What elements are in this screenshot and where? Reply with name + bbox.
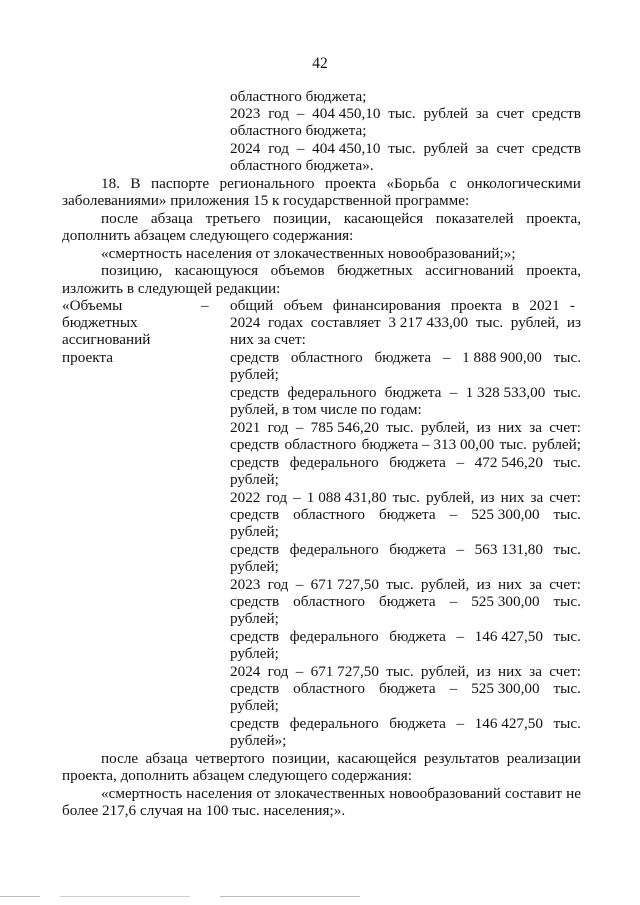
- word: годах: [268, 314, 304, 331]
- text-line: рублей;: [230, 471, 279, 488]
- word: бюджетных: [337, 262, 413, 279]
- word: из: [476, 663, 491, 680]
- text-line: более 217,6 случая на 100 тыс. населения;».: [62, 802, 346, 819]
- word: тыс.: [553, 349, 581, 366]
- text-line: [101, 750, 581, 768]
- word: злокачественных: [274, 785, 386, 802]
- word: тыс.: [386, 663, 414, 680]
- position-label: бюджетных: [62, 314, 138, 331]
- word: из: [476, 419, 491, 436]
- word: средств: [230, 506, 280, 523]
- word: проекта,: [526, 262, 581, 279]
- word: областного: [293, 593, 365, 610]
- paragraph-item-18: [101, 175, 581, 193]
- word: –: [442, 349, 451, 366]
- word: средств: [230, 384, 280, 401]
- text-line: рублей;: [230, 645, 279, 662]
- word: –: [293, 489, 301, 506]
- text-line: [230, 715, 581, 733]
- word: областного: [290, 349, 363, 366]
- word: 2024: [230, 314, 261, 331]
- word: результатов: [423, 750, 500, 767]
- text-line: [230, 593, 581, 611]
- word: рублей: [423, 105, 469, 122]
- word: средств: [230, 436, 280, 453]
- word: составляет: [310, 314, 381, 331]
- word: 525 300,00: [471, 680, 540, 697]
- word: из: [566, 314, 581, 331]
- text-line: [230, 297, 575, 315]
- word: 404 450,10: [312, 140, 381, 157]
- word: тыс.: [553, 680, 581, 697]
- word: 563 131,80: [474, 541, 543, 558]
- word: тыс.: [553, 541, 581, 558]
- word: –: [449, 680, 458, 697]
- word: средств: [230, 454, 280, 471]
- word: –: [449, 593, 458, 610]
- text-line: [230, 628, 581, 646]
- word: год: [267, 419, 289, 436]
- word: них: [498, 419, 522, 436]
- word: 2021: [529, 297, 560, 314]
- text-line: рублей, в том числе по годам:: [230, 401, 422, 418]
- text-line: [230, 541, 581, 559]
- word: тыс.: [553, 628, 581, 645]
- word: за: [529, 419, 542, 436]
- word: бюджета: [389, 715, 446, 732]
- word: бюджета: [389, 541, 446, 558]
- word: бюджета: [378, 593, 436, 610]
- word: составит: [505, 785, 562, 802]
- word: с: [449, 175, 457, 192]
- word: «смертность: [101, 785, 183, 802]
- word: паспорте: [151, 175, 210, 192]
- word: счет: [496, 105, 524, 122]
- word: «Борьба: [386, 175, 440, 192]
- word: объемов: [270, 262, 325, 279]
- text-line: [230, 105, 581, 123]
- text-line: рублей;: [230, 523, 279, 540]
- word: за: [475, 105, 489, 122]
- word: тыс.: [392, 489, 420, 506]
- word: касающуюся: [174, 262, 259, 279]
- word: касающейся: [337, 750, 417, 767]
- word: позиции,: [272, 750, 331, 767]
- text-line: рублей»;: [230, 732, 287, 749]
- text-line: [230, 454, 581, 472]
- word: рублей,: [420, 663, 470, 680]
- word: позиции,: [273, 210, 332, 227]
- word: рублей: [423, 140, 469, 157]
- year-2021-line: [230, 419, 581, 437]
- text-line: областного бюджета;: [230, 122, 367, 139]
- word: бюджета – 313 00,00: [361, 436, 495, 453]
- word: год: [268, 140, 289, 157]
- text-line: рублей;: [230, 366, 279, 383]
- word: 1 088 431,80: [306, 489, 387, 506]
- word: средств: [531, 105, 581, 122]
- word: ассигнований: [425, 262, 514, 279]
- word: онкологическими: [466, 175, 581, 192]
- word: счет:: [549, 663, 581, 680]
- word: рублей,: [420, 576, 470, 593]
- word: регионального: [219, 175, 315, 192]
- word: –: [295, 419, 304, 436]
- word: счет:: [549, 576, 581, 593]
- word: 525 300,00: [471, 593, 540, 610]
- word: –: [456, 541, 465, 558]
- word: средств: [531, 140, 581, 157]
- word: от: [256, 785, 271, 802]
- text-line: проекта, дополнить абзацем следующего содержания:: [62, 767, 412, 784]
- word: областного: [293, 680, 365, 697]
- word: реализации: [506, 750, 581, 767]
- word: проекта: [324, 175, 376, 192]
- word: 2024: [230, 140, 261, 157]
- word: 18.: [101, 175, 120, 192]
- word: рублей,: [425, 489, 475, 506]
- word: бюджета: [384, 384, 442, 401]
- word: за: [529, 663, 542, 680]
- word: проекта: [450, 297, 502, 314]
- word: 2023: [230, 105, 261, 122]
- word: после: [101, 750, 139, 767]
- page-number: 42: [312, 55, 328, 72]
- word: счет: [496, 140, 524, 157]
- word: показателей: [435, 210, 514, 227]
- word: 146 427,50: [474, 628, 543, 645]
- text-line: [230, 384, 581, 402]
- word: федерального: [289, 541, 379, 558]
- word: средств: [230, 541, 280, 558]
- word: счет:: [549, 489, 581, 506]
- word: населения: [186, 785, 253, 802]
- word: бюджета: [378, 506, 436, 523]
- text-line: рублей;: [230, 697, 279, 714]
- word: рублей,: [420, 419, 470, 436]
- word: средств: [230, 680, 280, 697]
- word: тыс.: [553, 506, 581, 523]
- word: 671 727,50: [310, 576, 379, 593]
- word: бюджета: [389, 628, 446, 645]
- word: тыс.: [553, 454, 581, 471]
- word: из: [480, 489, 495, 506]
- text-line: [101, 785, 581, 803]
- word: бюджета: [374, 349, 432, 366]
- word: –: [456, 454, 465, 471]
- word: год: [268, 105, 289, 122]
- word: тыс.: [499, 436, 527, 453]
- word: тыс.: [386, 419, 414, 436]
- scan-bottom-edge: [0, 896, 640, 897]
- text-line: рублей;: [230, 610, 279, 627]
- position-dash: –: [201, 297, 209, 314]
- word: –: [456, 715, 465, 732]
- text-line: областного бюджета;: [230, 88, 367, 105]
- word: рублей;: [532, 436, 581, 453]
- word: средств: [230, 593, 280, 610]
- text-line: них за счет:: [230, 331, 306, 348]
- word: тыс.: [388, 140, 416, 157]
- word: средств: [230, 349, 280, 366]
- word: –: [296, 105, 305, 122]
- word: –: [449, 384, 458, 401]
- text-line: рублей;: [230, 558, 279, 575]
- word: финансирования: [332, 297, 441, 314]
- word: средств: [230, 715, 280, 732]
- year-2023-line: [230, 576, 581, 594]
- word: за: [530, 489, 544, 506]
- word: тыс.: [553, 593, 581, 610]
- word: них: [500, 489, 525, 506]
- word: федерального: [289, 628, 379, 645]
- word: федерального: [289, 454, 379, 471]
- text-line: [230, 140, 581, 158]
- word: проекта,: [526, 210, 581, 227]
- word: тыс.: [475, 314, 504, 331]
- word: позицию,: [101, 262, 163, 279]
- text-line: [230, 506, 581, 524]
- word: третьего: [205, 210, 261, 227]
- text-line: [230, 314, 581, 332]
- word: В: [130, 175, 141, 192]
- text-line: [101, 262, 581, 280]
- word: 2023: [230, 576, 261, 593]
- word: них: [498, 576, 522, 593]
- word: за: [475, 140, 489, 157]
- word: 2022: [230, 489, 261, 506]
- word: -: [569, 297, 575, 314]
- word: касающейся: [343, 210, 424, 227]
- word: 3 217 433,00: [388, 314, 469, 331]
- word: 671 727,50: [310, 663, 379, 680]
- position-label: «Объемы: [62, 297, 123, 314]
- word: счет:: [549, 419, 581, 436]
- text-line: «смертность населения от злокачественных новообразований;»;: [101, 245, 516, 262]
- word: тыс.: [553, 715, 581, 732]
- word: бюджета: [378, 680, 436, 697]
- word: из: [476, 576, 491, 593]
- word: 1 888 900,00: [462, 349, 542, 366]
- word: тыс.: [386, 576, 414, 593]
- word: новообразований: [389, 785, 501, 802]
- word: –: [296, 140, 305, 157]
- word: не: [566, 785, 581, 802]
- word: –: [456, 628, 465, 645]
- word: –: [449, 506, 458, 523]
- text-line: областного бюджета».: [230, 157, 374, 174]
- word: федерального: [287, 384, 377, 401]
- year-2024-line: [230, 663, 581, 681]
- text-line: [230, 436, 581, 454]
- word: –: [295, 663, 304, 680]
- word: 2021: [230, 419, 261, 436]
- word: объем: [283, 297, 323, 314]
- word: бюджета: [389, 454, 446, 471]
- word: 1 328 533,00: [465, 384, 546, 401]
- word: областного: [293, 506, 365, 523]
- text-line: [230, 349, 581, 367]
- word: 785 546,20: [310, 419, 379, 436]
- position-label: проекта: [62, 349, 113, 366]
- word: год: [267, 663, 289, 680]
- word: –: [295, 576, 304, 593]
- word: в: [512, 297, 520, 314]
- word: год: [267, 576, 289, 593]
- word: после: [101, 210, 139, 227]
- word: них: [498, 663, 522, 680]
- word: абзаца: [145, 750, 188, 767]
- word: общий: [230, 297, 274, 314]
- position-label: ассигнований: [62, 331, 151, 348]
- text-line: дополнить абзацем следующего содержания:: [62, 227, 354, 244]
- word: 472 546,20: [474, 454, 543, 471]
- text-line: [101, 210, 581, 228]
- text-line: [230, 680, 581, 698]
- word: тыс.: [388, 105, 416, 122]
- word: федерального: [289, 715, 379, 732]
- text-line: заболеваниями» приложения 15 к государственной программе:: [62, 192, 470, 209]
- word: 2024: [230, 663, 261, 680]
- text-line: изложить в следующей редакции:: [62, 280, 281, 297]
- year-2022-line: [230, 489, 581, 507]
- word: за: [529, 576, 542, 593]
- word: тыс.: [553, 384, 581, 401]
- word: год: [266, 489, 288, 506]
- word: 146 427,50: [474, 715, 543, 732]
- word: абзаца: [150, 210, 193, 227]
- word: средств: [230, 628, 280, 645]
- word: 525 300,00: [471, 506, 540, 523]
- word: рублей,: [510, 314, 560, 331]
- word: областного: [284, 436, 357, 453]
- word: 404 450,10: [312, 105, 381, 122]
- word: четвертого: [194, 750, 265, 767]
